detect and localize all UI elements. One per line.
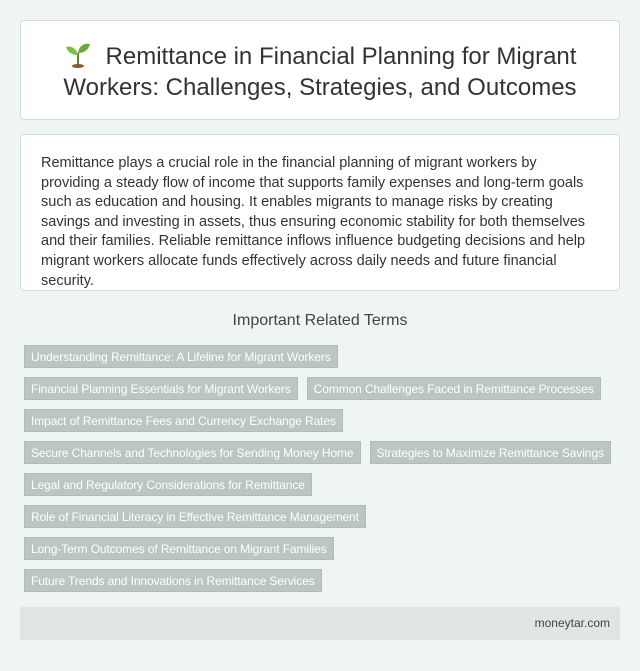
intro-paragraph: Remittance plays a crucial role in the financial planning of migrant workers by providing a steady flow of income that supports family expenses and long-term goals such as education and housing. It enables migrants to manage risks by creating savings and investing in assets, thus ensuring economic stability for both themselves and their families. Reliable remittance inflows influence budgeting decisions and help migrant workers allocate funds effectively across daily needs and future financial security.: [41, 155, 586, 289]
footer: [20, 607, 620, 640]
term-tag[interactable]: Financial Planning Essentials for Migrant Workers: [24, 377, 298, 400]
title-card: [20, 20, 620, 120]
intro-card: [20, 134, 620, 291]
term-row: [24, 473, 321, 496]
term-row: [24, 409, 352, 432]
term-row: [24, 569, 331, 592]
term-tag[interactable]: Role of Financial Literacy in Effective Remittance Management: [24, 505, 366, 528]
page-title: [21, 40, 619, 103]
term-row: [24, 345, 347, 368]
title-text: Remittance in Financial Planning for Migrant Workers: Challenges, Strategies, and Outcomes: [63, 43, 577, 101]
term-tag[interactable]: Legal and Regulatory Considerations for Remittance: [24, 473, 312, 496]
term-tag[interactable]: Future Trends and Innovations in Remittance Services: [24, 569, 322, 592]
term-tag[interactable]: Common Challenges Faced in Remittance Processes: [307, 377, 601, 400]
term-tag[interactable]: Impact of Remittance Fees and Currency Exchange Rates: [24, 409, 343, 432]
related-terms-heading: Important Related Terms: [232, 312, 408, 329]
term-row: [24, 537, 343, 560]
sprout-icon: [64, 40, 92, 68]
term-tag[interactable]: Long-Term Outcomes of Remittance on Migrant Families: [24, 537, 334, 560]
term-tag[interactable]: Strategies to Maximize Remittance Savings: [370, 441, 611, 464]
term-tag[interactable]: Understanding Remittance: A Lifeline for Migrant Workers: [24, 345, 338, 368]
term-row: [24, 377, 610, 400]
term-tag[interactable]: Secure Channels and Technologies for Sending Money Home: [24, 441, 361, 464]
term-row: [24, 441, 620, 464]
term-row: [24, 505, 375, 528]
site-name[interactable]: moneytar.com: [534, 616, 610, 630]
